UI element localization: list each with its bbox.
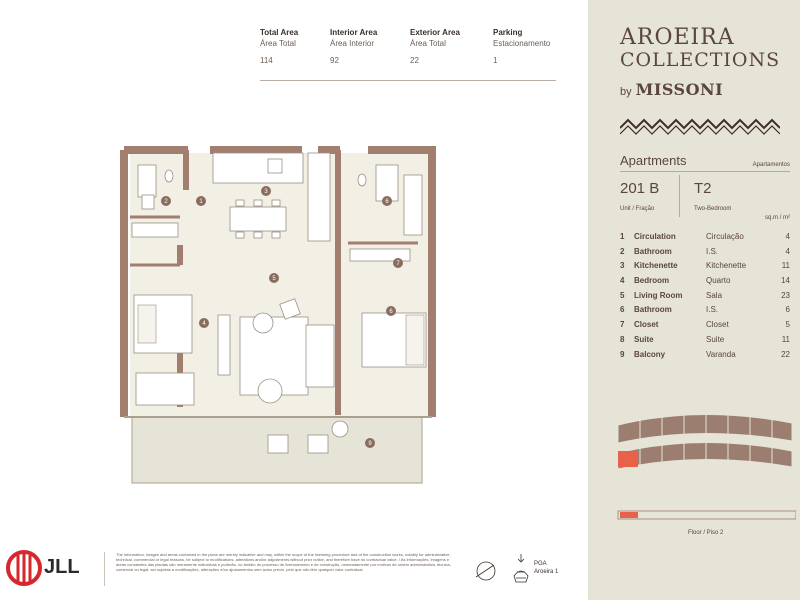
dining-table <box>230 207 286 231</box>
section-divider <box>620 171 790 172</box>
room-label-8: 6 <box>389 309 393 315</box>
room-label-7: 7 <box>396 261 400 267</box>
room-number: 6 <box>620 305 625 315</box>
floor-plan <box>118 145 438 490</box>
building-block-upper <box>618 414 792 443</box>
stat-label: Exterior Area <box>410 28 460 37</box>
room-number: 9 <box>620 349 625 359</box>
room-name: Living Room <box>634 290 683 300</box>
stat-value: 92 <box>330 56 339 65</box>
toilet-right <box>358 174 366 186</box>
jll-logo-text: JLL <box>44 556 80 578</box>
stat-total-area <box>260 28 298 65</box>
room-label-4: 4 <box>202 321 206 327</box>
pga-line-2: Aroeira 1 <box>534 569 559 575</box>
balcony-plant <box>332 421 348 437</box>
brand-line-2: COLLECTIONS <box>620 49 781 71</box>
room-schedule <box>620 232 790 364</box>
stat-exterior-area <box>410 28 460 65</box>
room-area: 23 <box>781 290 790 300</box>
zigzag-pattern <box>620 114 780 136</box>
building-key-map <box>610 405 796 527</box>
room-row <box>620 291 790 306</box>
room-name: Suite <box>634 334 654 344</box>
room-row <box>620 305 790 320</box>
floor-strip-selected <box>620 512 638 518</box>
room-row <box>620 276 790 291</box>
pillow-right <box>406 315 424 365</box>
room-row <box>620 232 790 247</box>
wardrobe-left <box>132 223 178 237</box>
room-name: Bathroom <box>634 246 672 256</box>
room-label-3: 3 <box>264 189 268 195</box>
room-name-pt: Quarto <box>706 276 731 286</box>
floor-label: Floor / Piso 2 <box>688 530 724 536</box>
unit-type: T2 <box>694 180 712 197</box>
brand-byline <box>620 80 723 99</box>
room-area: 11 <box>781 334 790 344</box>
area-stats <box>260 28 556 81</box>
sink-left <box>142 195 154 209</box>
room-name: Balcony <box>634 349 666 359</box>
balcony-chair-2 <box>308 435 328 453</box>
room-number: 5 <box>620 290 625 300</box>
kitchen-tall-units <box>308 153 330 241</box>
shower-left <box>138 165 156 197</box>
selected-unit-highlight <box>618 451 638 467</box>
tv-unit <box>218 315 230 375</box>
unit-number: 201 B <box>620 180 660 197</box>
info-panel <box>588 0 800 600</box>
room-area: 5 <box>785 320 790 330</box>
desk-left <box>136 373 194 405</box>
brand-partner: MISSONI <box>635 80 724 99</box>
room-number: 8 <box>620 334 625 344</box>
balcony-chair-1 <box>268 435 288 453</box>
footer-divider <box>104 552 105 586</box>
room-name: Closet <box>634 320 659 330</box>
stat-label: Parking <box>493 28 523 37</box>
room-name: Kitchenette <box>634 261 678 271</box>
stat-label-pt: Área Total <box>410 39 446 48</box>
room-area: 11 <box>781 261 790 271</box>
pillow-left <box>138 305 156 343</box>
pga-location-icon <box>510 552 532 586</box>
coffee-table <box>258 379 282 403</box>
vanity-right <box>404 175 422 235</box>
armchair-round <box>253 313 273 333</box>
disclaimer-text: The information, images and areas contained in the plans are merely indicative and may, within the scope of the licensing procedure and of the construction works, notably for administrative, technical, commercial or legal reasons, be subject to modifications, alterations and/or adjustments without prior notice, and therefore have no contractual value. / As informações, imagens e áreas constantes das plantas são meramente indicativas e poderão, no âmbito do processo de licenciamento e de construção, nomeadamente por motivos de ordem administrativa, técnica, comercial ou legal, ser sujeitas a modificações, alterações e/ou ajustamentos sem aviso prévio, pelo que não têm qualquer valor contratual. <box>116 552 451 572</box>
unit-label: Unit / Fração <box>620 206 655 212</box>
stat-label: Interior Area <box>330 28 378 37</box>
stat-label-pt: Estacionamento <box>493 39 551 48</box>
stat-interior-area <box>330 28 377 65</box>
stat-label-pt: Área Interior <box>330 39 375 48</box>
room-row <box>620 261 790 276</box>
room-area: 4 <box>785 246 790 256</box>
stat-parking <box>493 28 550 65</box>
toilet-left <box>165 170 173 182</box>
room-name-pt: Varanda <box>706 349 736 359</box>
room-row <box>620 247 790 262</box>
room-name-pt: Closet <box>706 320 729 330</box>
brand-by: by <box>620 86 632 98</box>
room-row <box>620 335 790 350</box>
room-name-pt: I.S. <box>706 305 719 315</box>
room-area: 4 <box>785 232 790 241</box>
stat-label-pt: Área Total <box>260 39 296 48</box>
room-number: 3 <box>620 261 625 271</box>
unit-divider <box>679 175 680 217</box>
unit-type-label: Two-Bedroom <box>694 206 732 212</box>
stat-value: 1 <box>493 56 498 65</box>
stat-value: 22 <box>410 56 419 65</box>
stat-value: 114 <box>260 56 273 65</box>
jll-logo-icon <box>6 549 42 587</box>
brand-line-1: AROEIRA <box>620 25 735 50</box>
kitchen-counter <box>213 153 303 183</box>
floor-strip <box>618 511 796 519</box>
pga-label <box>534 560 558 576</box>
room-name-pt: Circulação <box>706 232 744 241</box>
room-label-5: 5 <box>272 276 276 282</box>
room-label-2: 2 <box>164 199 168 205</box>
area-unit-label: sq.m / m² <box>765 215 790 221</box>
room-label-6: 6 <box>385 199 389 205</box>
room-name: Circulation <box>634 232 676 241</box>
room-name-pt: Kitchenette <box>706 261 747 271</box>
room-name: Bathroom <box>634 305 672 315</box>
room-name-pt: Sala <box>706 290 723 300</box>
section-title: Apartments <box>620 153 687 168</box>
room-number: 1 <box>620 232 625 241</box>
room-number: 4 <box>620 276 625 286</box>
room-number: 2 <box>620 246 625 256</box>
room-area: 6 <box>785 305 790 315</box>
room-name: Bedroom <box>634 276 670 286</box>
room-area: 14 <box>781 276 790 286</box>
room-label-1: 1 <box>199 199 203 205</box>
compass-icon <box>470 558 500 584</box>
stat-label: Total Area <box>260 28 299 37</box>
shower-right <box>376 165 398 201</box>
room-name-pt: I.S. <box>706 246 719 256</box>
room-label-9: 9 <box>368 441 372 447</box>
section-subtitle: Apartamentos <box>752 162 790 168</box>
room-area: 22 <box>781 349 790 359</box>
pga-line-1: PGA <box>534 561 547 567</box>
room-row <box>620 320 790 335</box>
building-block-lower <box>618 442 792 469</box>
room-row <box>620 350 790 365</box>
sofa <box>306 325 334 387</box>
room-number: 7 <box>620 320 625 330</box>
room-name-pt: Suite <box>706 334 725 344</box>
